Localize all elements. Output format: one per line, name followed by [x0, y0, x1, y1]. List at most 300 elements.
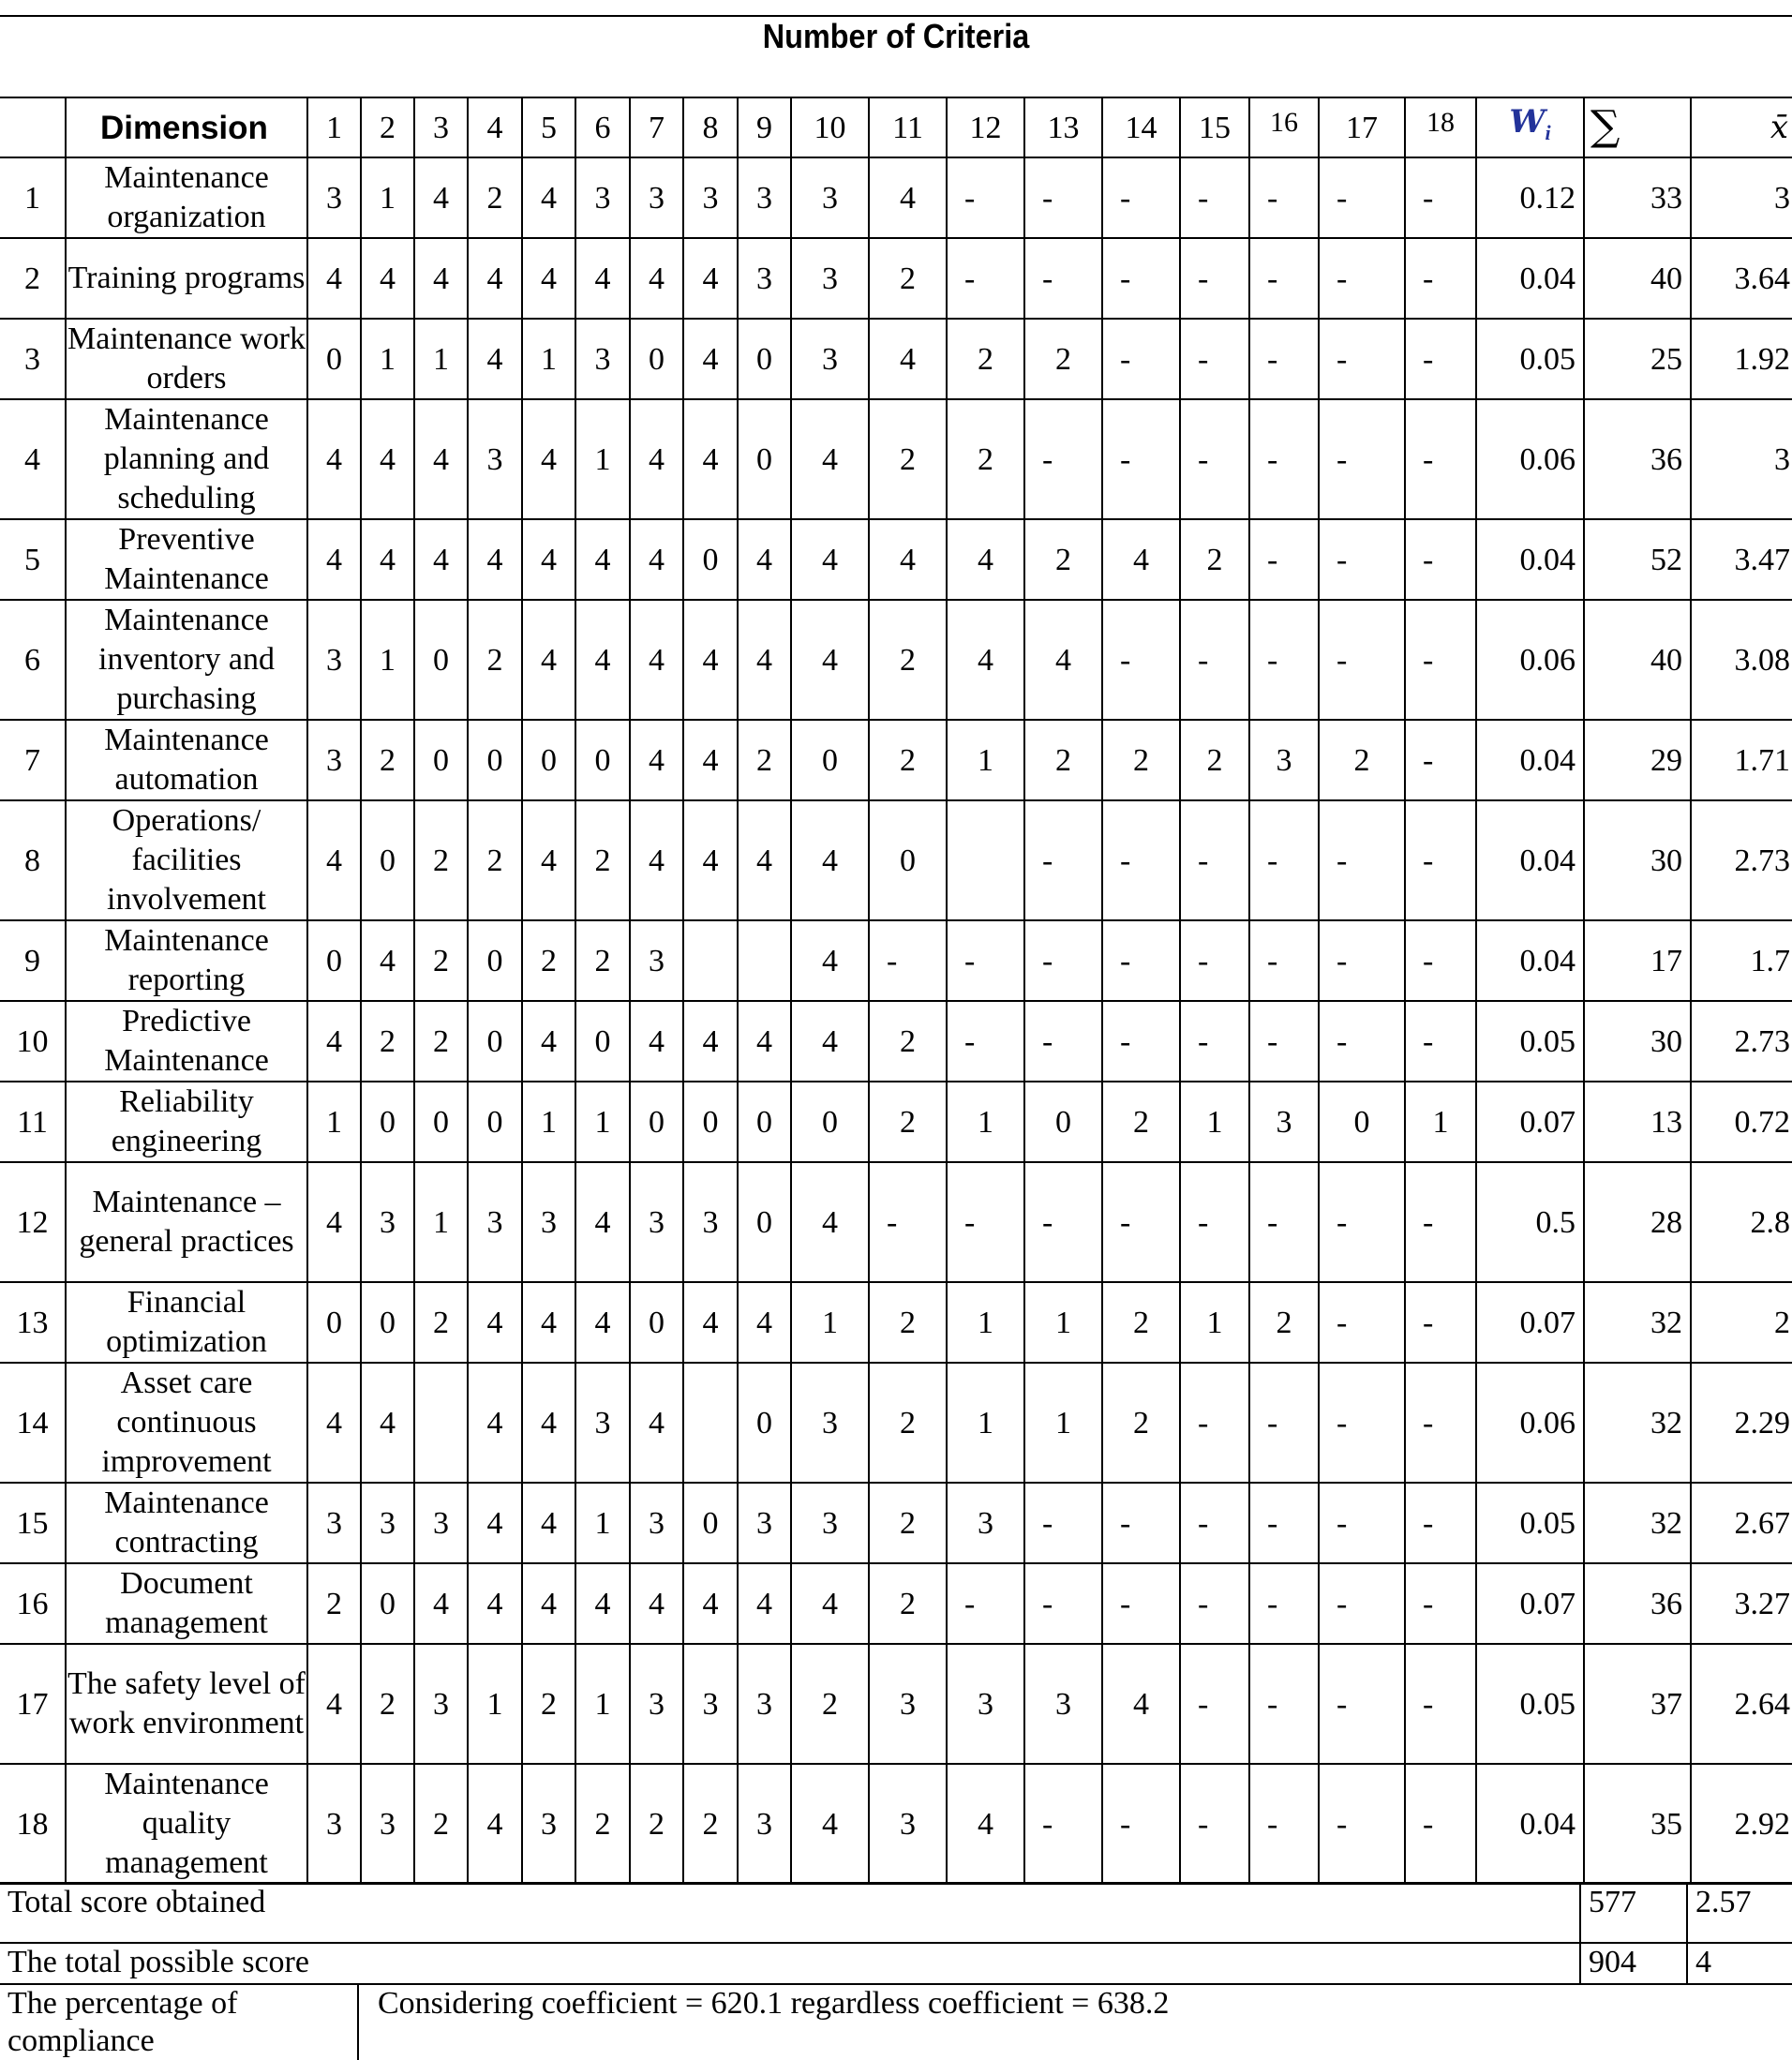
- score-cell: 1: [791, 1282, 869, 1363]
- dimension-cell: Predictive Maintenance: [66, 1001, 307, 1082]
- score-cell: 4: [307, 1162, 361, 1282]
- score-cell: 4: [575, 1563, 630, 1644]
- score-cell: -: [869, 920, 947, 1001]
- score-cell: 2: [1102, 1363, 1180, 1483]
- score-cell: 0: [683, 519, 738, 600]
- table-row: [0, 1563, 1792, 1644]
- score-cell: 0: [630, 319, 683, 399]
- sum-cell: 32: [1584, 1363, 1691, 1483]
- weight-cell: 0.06: [1476, 600, 1584, 720]
- score-cell: 2: [361, 1001, 414, 1082]
- score-cell: 4: [522, 519, 575, 600]
- mean-cell: 1.7: [1691, 920, 1792, 1001]
- score-cell: 4: [468, 1764, 522, 1884]
- table-row: [0, 600, 1792, 720]
- total-obtained-label: Total score obtained: [0, 1883, 1580, 1943]
- score-cell: 1: [1405, 1082, 1476, 1162]
- score-cell: 0: [468, 1082, 522, 1162]
- score-cell: 3: [307, 1483, 361, 1563]
- table-row: [0, 519, 1792, 600]
- score-cell: 2: [468, 800, 522, 920]
- score-cell: 2: [414, 1282, 468, 1363]
- score-cell: -: [1319, 920, 1405, 1001]
- score-cell: -: [947, 1001, 1024, 1082]
- score-cell: 4: [468, 1483, 522, 1563]
- header-sum: [1584, 97, 1691, 157]
- score-cell: [683, 920, 738, 1001]
- score-cell: 3: [468, 1162, 522, 1282]
- score-cell: 2: [361, 720, 414, 800]
- header-criterion-10: 10: [791, 97, 869, 157]
- score-cell: 3: [575, 157, 630, 238]
- header-index: [0, 97, 66, 157]
- score-cell: 3: [630, 1483, 683, 1563]
- score-cell: 2: [1102, 1082, 1180, 1162]
- score-cell: 4: [630, 800, 683, 920]
- score-cell: 2: [869, 238, 947, 319]
- mean-cell: 2.29: [1691, 1363, 1792, 1483]
- score-cell: -: [1249, 399, 1319, 519]
- dimension-cell: The safety level of work environment: [66, 1644, 307, 1764]
- dimension-cell: Document management: [66, 1563, 307, 1644]
- header-criterion-7: 7: [630, 97, 683, 157]
- score-cell: 2: [575, 800, 630, 920]
- weight-cell: 0.06: [1476, 399, 1584, 519]
- score-cell: 1: [414, 1162, 468, 1282]
- score-cell: 1: [414, 319, 468, 399]
- sum-cell: 30: [1584, 1001, 1691, 1082]
- score-cell: 4: [630, 600, 683, 720]
- score-cell: 0: [1024, 1082, 1102, 1162]
- score-cell: 2: [361, 1644, 414, 1764]
- score-cell: -: [1024, 1483, 1102, 1563]
- weight-cell: 0.5: [1476, 1162, 1584, 1282]
- score-cell: 3: [738, 1644, 791, 1764]
- weight-cell: 0.04: [1476, 920, 1584, 1001]
- row-index: 16: [0, 1563, 66, 1644]
- score-cell: 4: [522, 1282, 575, 1363]
- header-criterion-15: 15: [1180, 97, 1249, 157]
- score-cell: -: [1249, 1162, 1319, 1282]
- score-cell: 0: [630, 1282, 683, 1363]
- sum-cell: 32: [1584, 1483, 1691, 1563]
- score-cell: 4: [791, 1001, 869, 1082]
- score-cell: 4: [738, 800, 791, 920]
- score-cell: -: [1249, 1483, 1319, 1563]
- score-cell: 2: [1024, 519, 1102, 600]
- mean-cell: 3.47: [1691, 519, 1792, 600]
- score-cell: -: [947, 1162, 1024, 1282]
- header-criterion-8: 8: [683, 97, 738, 157]
- score-cell: -: [1102, 238, 1180, 319]
- score-cell: 3: [522, 1162, 575, 1282]
- score-cell: 4: [630, 399, 683, 519]
- score-cell: -: [1405, 920, 1476, 1001]
- score-cell: 4: [361, 238, 414, 319]
- score-cell: 2: [869, 399, 947, 519]
- score-cell: [414, 1363, 468, 1483]
- score-cell: 4: [522, 1363, 575, 1483]
- score-cell: 4: [307, 800, 361, 920]
- score-cell: 4: [307, 1363, 361, 1483]
- score-cell: 4: [468, 238, 522, 319]
- score-cell: 4: [791, 1162, 869, 1282]
- header-row: [0, 97, 1792, 157]
- table-row: [0, 1001, 1792, 1082]
- score-cell: 4: [738, 600, 791, 720]
- weight-symbol: W: [1509, 103, 1546, 142]
- weight-subscript: i: [1545, 120, 1551, 144]
- totals-table: [0, 1882, 1792, 1985]
- score-cell: 0: [683, 1082, 738, 1162]
- score-cell: -: [1249, 157, 1319, 238]
- score-cell: 2: [307, 1563, 361, 1644]
- score-cell: -: [1180, 800, 1249, 920]
- score-cell: -: [1180, 1563, 1249, 1644]
- score-cell: 2: [1319, 720, 1405, 800]
- score-cell: 4: [738, 1282, 791, 1363]
- row-index: 6: [0, 600, 66, 720]
- header-weight: [1476, 97, 1584, 157]
- score-cell: -: [1180, 157, 1249, 238]
- score-cell: -: [1180, 399, 1249, 519]
- score-cell: 2: [869, 1563, 947, 1644]
- row-index: 5: [0, 519, 66, 600]
- score-cell: 4: [791, 1563, 869, 1644]
- score-cell: 4: [307, 1644, 361, 1764]
- header-criterion-16-label: 16: [1270, 107, 1298, 138]
- score-cell: 4: [468, 1563, 522, 1644]
- score-cell: 0: [522, 720, 575, 800]
- dimension-cell: Maintenance inventory and purchasing: [66, 600, 307, 720]
- score-cell: 3: [683, 1162, 738, 1282]
- score-cell: 2: [414, 1764, 468, 1884]
- score-cell: 4: [522, 157, 575, 238]
- row-index: 17: [0, 1644, 66, 1764]
- row-index: 11: [0, 1082, 66, 1162]
- total-possible-label: The total possible score: [0, 1943, 1580, 1984]
- score-cell: 1: [575, 399, 630, 519]
- header-criterion-13: 13: [1024, 97, 1102, 157]
- row-index: 3: [0, 319, 66, 399]
- weight-cell: 0.05: [1476, 1644, 1584, 1764]
- score-cell: 4: [1102, 519, 1180, 600]
- score-cell: 3: [575, 1363, 630, 1483]
- score-cell: -: [1102, 1162, 1180, 1282]
- score-cell: 0: [630, 1082, 683, 1162]
- mean-cell: 3: [1691, 399, 1792, 519]
- score-cell: 3: [791, 157, 869, 238]
- mean-cell: 2.92: [1691, 1764, 1792, 1884]
- score-cell: -: [1319, 1282, 1405, 1363]
- score-cell: -: [1405, 800, 1476, 920]
- score-cell: 4: [947, 1764, 1024, 1884]
- score-cell: -: [1180, 920, 1249, 1001]
- dimension-cell: Maintenance automation: [66, 720, 307, 800]
- score-cell: 4: [630, 1001, 683, 1082]
- score-cell: 4: [947, 600, 1024, 720]
- score-cell: 4: [522, 238, 575, 319]
- table-row: [0, 319, 1792, 399]
- dimension-cell: Maintenance work orders: [66, 319, 307, 399]
- mean-cell: 3.27: [1691, 1563, 1792, 1644]
- score-cell: 4: [1024, 600, 1102, 720]
- score-cell: 4: [683, 399, 738, 519]
- score-cell: 3: [869, 1644, 947, 1764]
- score-cell: 2: [414, 1001, 468, 1082]
- score-cell: 4: [683, 1282, 738, 1363]
- score-cell: 4: [468, 519, 522, 600]
- score-cell: 4: [869, 519, 947, 600]
- score-cell: 0: [869, 800, 947, 920]
- score-cell: [738, 920, 791, 1001]
- score-cell: -: [1249, 920, 1319, 1001]
- total-obtained-mean: 2.57: [1687, 1883, 1792, 1943]
- score-cell: -: [947, 238, 1024, 319]
- score-cell: 4: [575, 1282, 630, 1363]
- score-cell: 4: [575, 1162, 630, 1282]
- score-cell: 0: [791, 1082, 869, 1162]
- score-cell: -: [1405, 1162, 1476, 1282]
- score-cell: -: [1405, 720, 1476, 800]
- sum-cell: 40: [1584, 238, 1691, 319]
- weight-cell: 0.04: [1476, 238, 1584, 319]
- score-cell: -: [1180, 1764, 1249, 1884]
- score-cell: 0: [414, 600, 468, 720]
- score-cell: -: [1102, 1563, 1180, 1644]
- score-cell: -: [1024, 399, 1102, 519]
- score-cell: 2: [1180, 720, 1249, 800]
- score-cell: 2: [522, 1644, 575, 1764]
- dimension-cell: Financial optimization: [66, 1282, 307, 1363]
- score-cell: -: [1319, 157, 1405, 238]
- score-cell: 2: [1180, 519, 1249, 600]
- header-criterion-12: 12: [947, 97, 1024, 157]
- score-cell: 0: [361, 1563, 414, 1644]
- score-cell: 1: [361, 319, 414, 399]
- sum-cell: 52: [1584, 519, 1691, 600]
- score-cell: 0: [307, 1282, 361, 1363]
- table-row: [0, 720, 1792, 800]
- row-index: 10: [0, 1001, 66, 1082]
- mean-cell: 3: [1691, 157, 1792, 238]
- row-index: 8: [0, 800, 66, 920]
- score-cell: 1: [1180, 1082, 1249, 1162]
- score-cell: -: [1180, 1644, 1249, 1764]
- score-cell: 1: [361, 157, 414, 238]
- score-cell: -: [1319, 1644, 1405, 1764]
- score-cell: 3: [947, 1483, 1024, 1563]
- score-cell: 3: [738, 157, 791, 238]
- score-cell: -: [1405, 399, 1476, 519]
- score-cell: -: [1405, 319, 1476, 399]
- score-cell: 3: [683, 1644, 738, 1764]
- score-cell: 1: [575, 1644, 630, 1764]
- score-cell: 1: [307, 1082, 361, 1162]
- score-cell: -: [1180, 1001, 1249, 1082]
- score-cell: 4: [630, 1563, 683, 1644]
- score-cell: -: [1405, 1363, 1476, 1483]
- header-criterion-6: 6: [575, 97, 630, 157]
- score-cell: -: [1024, 1162, 1102, 1282]
- score-cell: -: [1249, 1764, 1319, 1884]
- total-obtained-row: [0, 1883, 1792, 1943]
- score-cell: 0: [738, 1082, 791, 1162]
- header-criterion-5: 5: [522, 97, 575, 157]
- score-cell: 4: [630, 720, 683, 800]
- score-cell: -: [1024, 920, 1102, 1001]
- dimension-cell: Preventive Maintenance: [66, 519, 307, 600]
- header-criterion-3: 3: [414, 97, 468, 157]
- score-cell: -: [947, 1563, 1024, 1644]
- score-cell: 4: [791, 600, 869, 720]
- score-cell: 4: [791, 399, 869, 519]
- mean-cell: 2: [1691, 1282, 1792, 1363]
- score-cell: 4: [738, 519, 791, 600]
- compliance-table: [0, 1983, 1792, 2060]
- header-criterion-17: 17: [1319, 97, 1405, 157]
- dimension-cell: Training programs: [66, 238, 307, 319]
- score-cell: 4: [414, 519, 468, 600]
- score-cell: -: [947, 157, 1024, 238]
- score-cell: -: [1319, 519, 1405, 600]
- score-cell: 1: [947, 720, 1024, 800]
- score-cell: -: [1024, 1764, 1102, 1884]
- score-cell: 3: [361, 1483, 414, 1563]
- score-cell: 2: [869, 1082, 947, 1162]
- header-criterion-4: 4: [468, 97, 522, 157]
- score-cell: 4: [522, 800, 575, 920]
- score-cell: -: [1319, 399, 1405, 519]
- score-cell: 2: [1102, 1282, 1180, 1363]
- score-cell: 1: [947, 1082, 1024, 1162]
- score-cell: 4: [791, 519, 869, 600]
- mean-cell: 2.64: [1691, 1644, 1792, 1764]
- score-cell: -: [1102, 600, 1180, 720]
- row-index: 12: [0, 1162, 66, 1282]
- weight-cell: 0.05: [1476, 1483, 1584, 1563]
- dimension-cell: Operations/ facilities involvement: [66, 800, 307, 920]
- table-row: [0, 238, 1792, 319]
- score-cell: 2: [1102, 720, 1180, 800]
- score-cell: 4: [361, 1363, 414, 1483]
- table-row: [0, 157, 1792, 238]
- score-cell: 4: [522, 600, 575, 720]
- header-criterion-2: 2: [361, 97, 414, 157]
- score-cell: 0: [414, 720, 468, 800]
- score-cell: [683, 1363, 738, 1483]
- score-cell: 2: [522, 920, 575, 1001]
- sum-cell: 36: [1584, 399, 1691, 519]
- score-cell: -: [1024, 800, 1102, 920]
- score-cell: 2: [869, 1001, 947, 1082]
- score-cell: 1: [575, 1082, 630, 1162]
- score-cell: 2: [683, 1764, 738, 1884]
- score-cell: 4: [307, 1001, 361, 1082]
- table-row: [0, 800, 1792, 920]
- score-cell: 0: [738, 399, 791, 519]
- mean-cell: 0.72: [1691, 1082, 1792, 1162]
- score-cell: -: [1405, 1001, 1476, 1082]
- row-index: 2: [0, 238, 66, 319]
- score-cell: 2: [738, 720, 791, 800]
- mean-cell: 1.71: [1691, 720, 1792, 800]
- criteria-table: [0, 97, 1792, 1885]
- score-cell: 1: [1024, 1282, 1102, 1363]
- score-cell: 0: [468, 920, 522, 1001]
- score-cell: 4: [522, 1483, 575, 1563]
- table-row: [0, 1483, 1792, 1563]
- header-criterion-11: 11: [869, 97, 947, 157]
- score-cell: -: [1405, 519, 1476, 600]
- score-cell: 0: [791, 720, 869, 800]
- score-cell: -: [1180, 600, 1249, 720]
- sum-cell: 32: [1584, 1282, 1691, 1363]
- score-cell: -: [1102, 920, 1180, 1001]
- score-cell: -: [1249, 519, 1319, 600]
- row-index: 14: [0, 1363, 66, 1483]
- score-cell: -: [1319, 600, 1405, 720]
- score-cell: 1: [947, 1282, 1024, 1363]
- weight-cell: 0.05: [1476, 1001, 1584, 1082]
- header-criterion-14: 14: [1102, 97, 1180, 157]
- dimension-cell: Maintenance contracting: [66, 1483, 307, 1563]
- score-cell: 3: [630, 1644, 683, 1764]
- score-cell: -: [1024, 1563, 1102, 1644]
- score-cell: 1: [468, 1644, 522, 1764]
- score-cell: 0: [1319, 1082, 1405, 1162]
- score-cell: 0: [738, 319, 791, 399]
- score-cell: 0: [575, 720, 630, 800]
- score-cell: 1: [522, 1082, 575, 1162]
- sum-cell: 33: [1584, 157, 1691, 238]
- score-cell: -: [1249, 1563, 1319, 1644]
- score-cell: 0: [738, 1363, 791, 1483]
- score-cell: 2: [1024, 319, 1102, 399]
- total-obtained-sum: 577: [1580, 1883, 1687, 1943]
- score-cell: 3: [738, 238, 791, 319]
- score-cell: 2: [869, 1483, 947, 1563]
- score-cell: 0: [307, 920, 361, 1001]
- score-cell: 3: [683, 157, 738, 238]
- score-cell: 4: [683, 238, 738, 319]
- score-cell: -: [1249, 1001, 1319, 1082]
- score-cell: 3: [414, 1483, 468, 1563]
- score-cell: 4: [630, 1363, 683, 1483]
- score-cell: 4: [361, 920, 414, 1001]
- score-cell: 4: [468, 1363, 522, 1483]
- score-cell: 2: [1024, 720, 1102, 800]
- score-cell: 4: [575, 600, 630, 720]
- score-cell: 2: [468, 600, 522, 720]
- weight-cell: 0.12: [1476, 157, 1584, 238]
- score-cell: -: [1102, 1001, 1180, 1082]
- score-cell: -: [1405, 1563, 1476, 1644]
- score-cell: 3: [414, 1644, 468, 1764]
- dimension-cell: Maintenance quality management: [66, 1764, 307, 1884]
- score-cell: 3: [738, 1483, 791, 1563]
- score-cell: 0: [683, 1483, 738, 1563]
- score-cell: -: [1102, 399, 1180, 519]
- score-cell: 2: [575, 920, 630, 1001]
- mean-symbol: x̄: [1770, 108, 1788, 146]
- score-cell: 0: [468, 720, 522, 800]
- mean-cell: 3.64: [1691, 238, 1792, 319]
- score-cell: 4: [738, 1001, 791, 1082]
- score-cell: -: [1024, 157, 1102, 238]
- score-cell: 1: [1180, 1282, 1249, 1363]
- score-cell: 3: [361, 1162, 414, 1282]
